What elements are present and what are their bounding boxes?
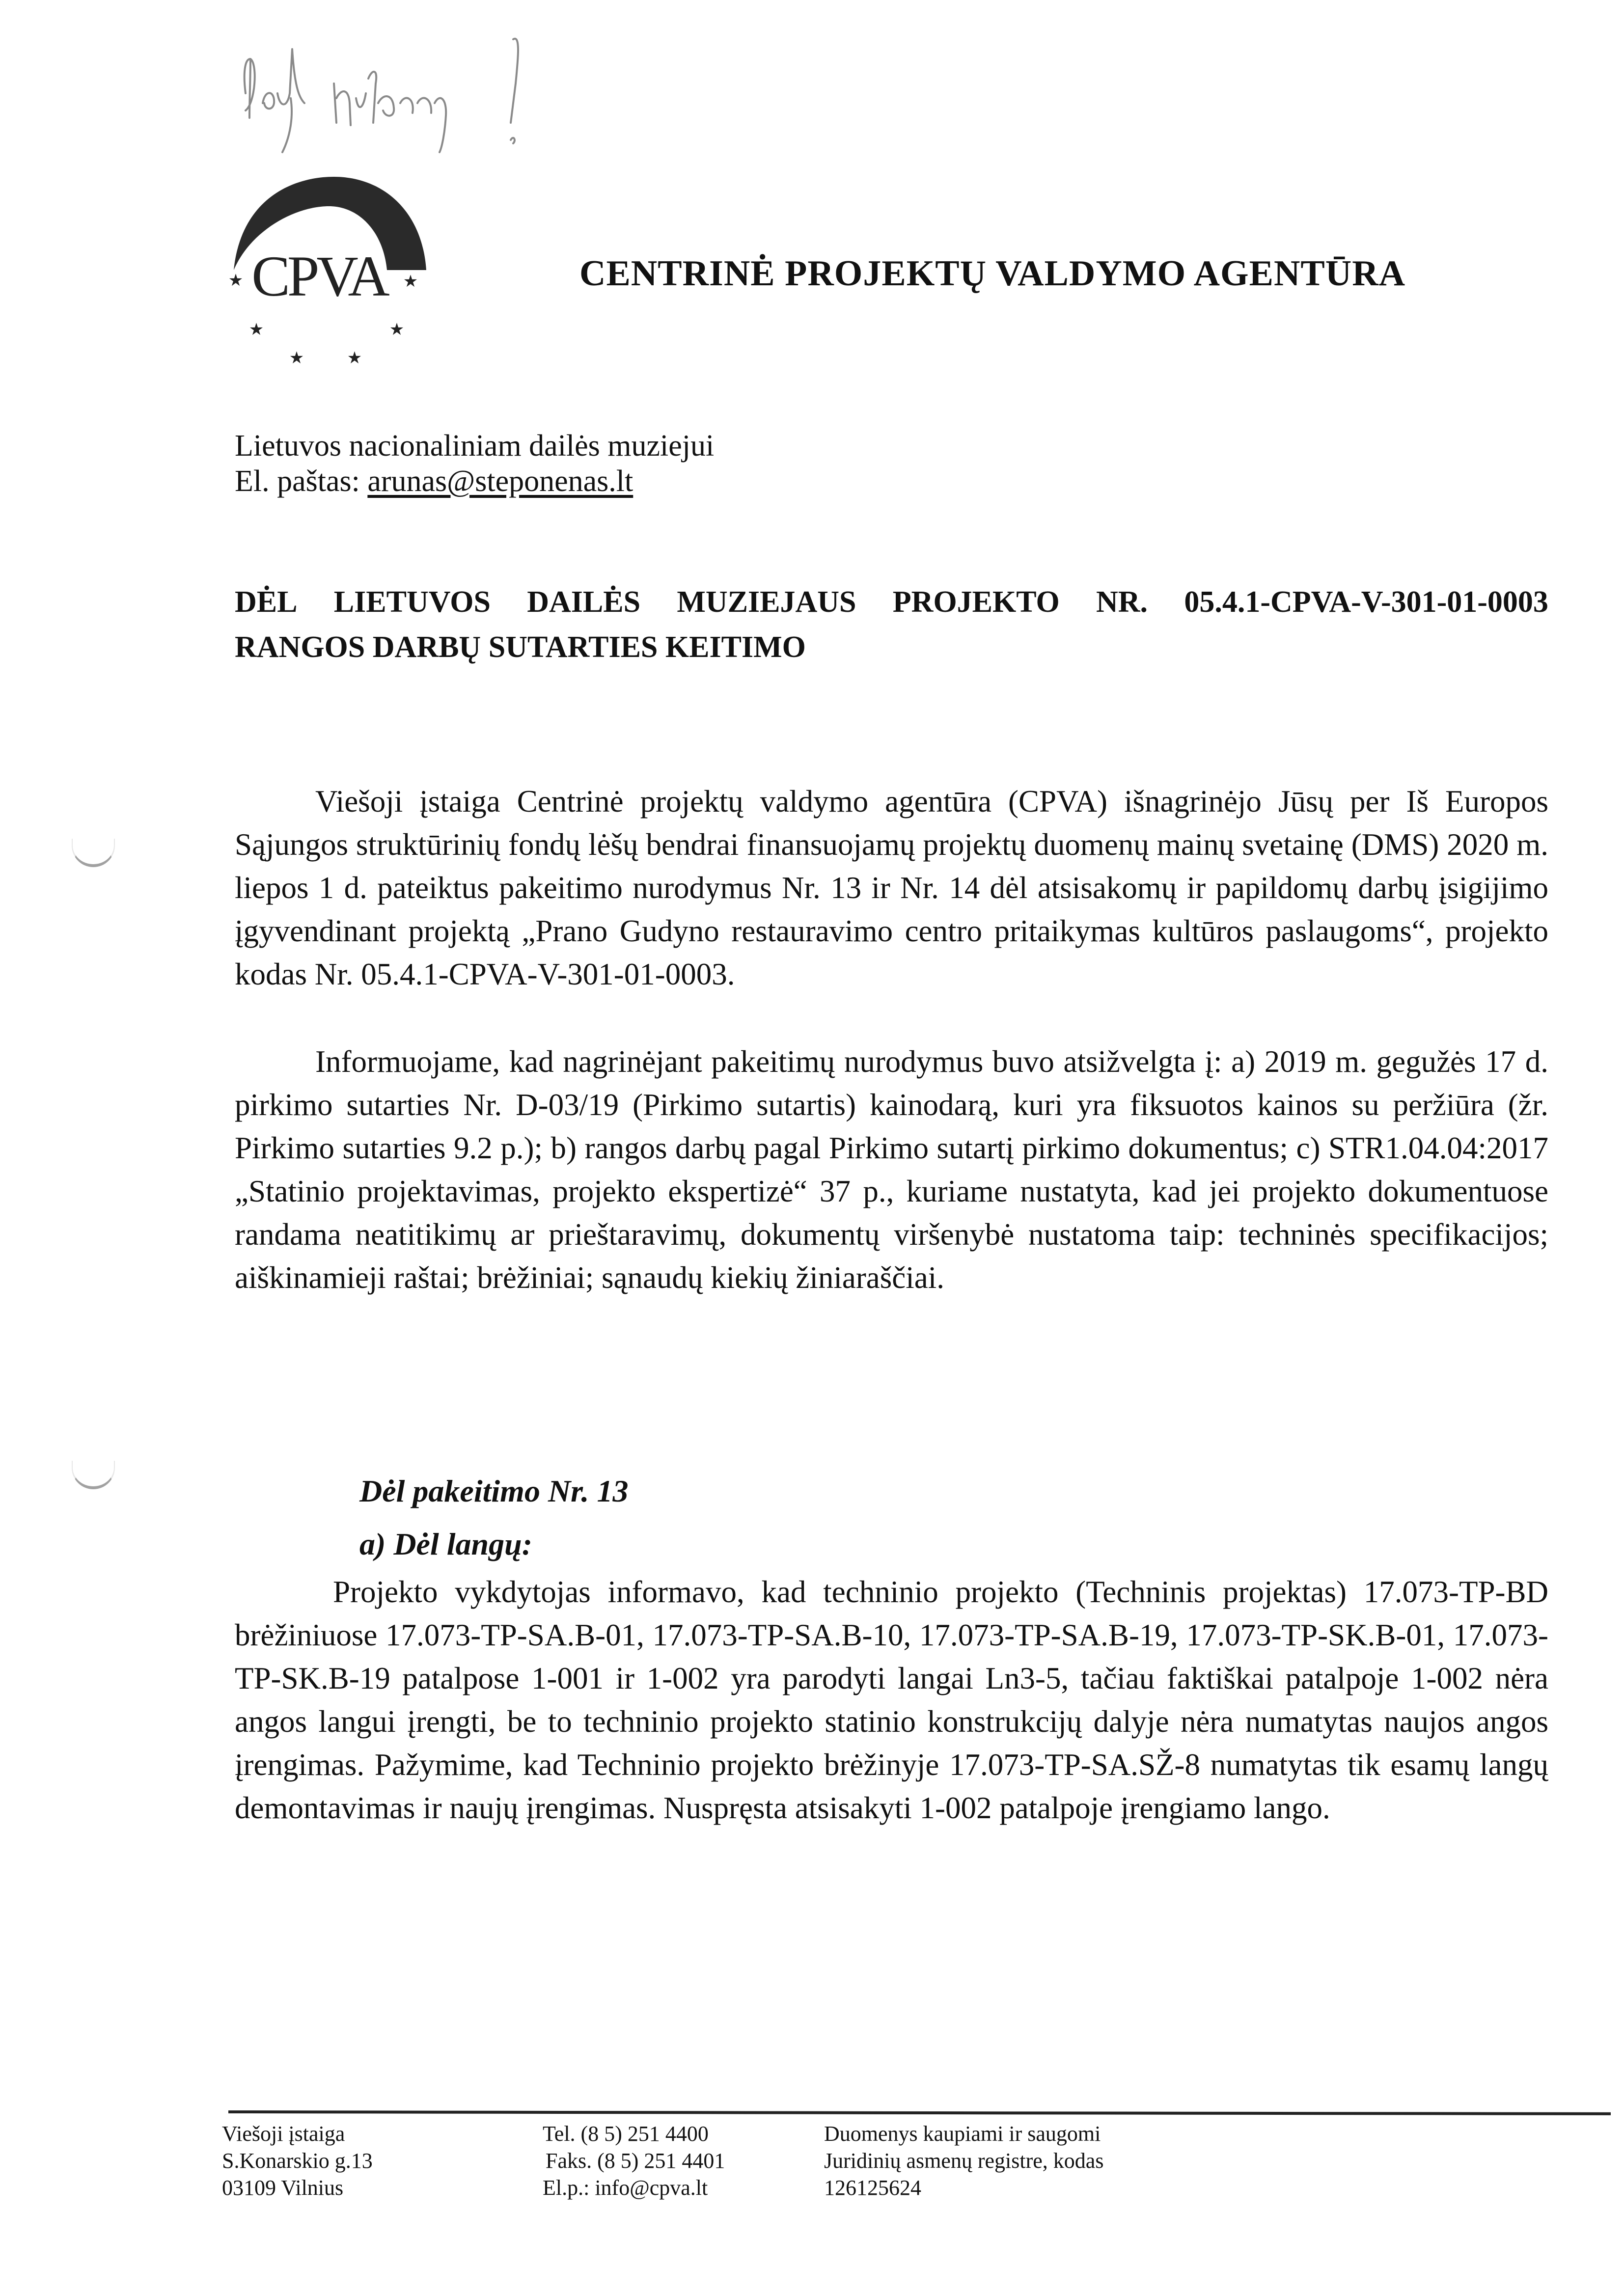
recipient-block xyxy=(235,428,714,499)
footer-fax: Faks. (8 5) 251 4401 xyxy=(546,2149,725,2173)
recipient-email-line xyxy=(235,464,714,499)
subject-word: PROJEKTO xyxy=(892,585,1060,619)
svg-text:★: ★ xyxy=(347,348,362,368)
footer-registry xyxy=(824,2120,1103,2201)
subject-project-code: 05.4.1-CPVA-V-301-01-0003 xyxy=(1184,585,1548,619)
email-label: El. paštas: xyxy=(235,465,360,498)
footer-address xyxy=(222,2120,373,2201)
svg-text:★: ★ xyxy=(389,320,405,339)
footer-email[interactable]: El.p.: info@cpva.lt xyxy=(543,2176,708,2200)
footer-line: Duomenys kaupiami ir saugomi xyxy=(824,2122,1101,2146)
svg-text:★: ★ xyxy=(289,348,304,368)
body-paragraph-2 xyxy=(235,1040,1548,1299)
footer-phone: Tel. (8 5) 251 4400 xyxy=(543,2122,709,2146)
letter-subject xyxy=(235,579,1548,670)
section-paragraph xyxy=(235,1570,1548,1830)
svg-text:★: ★ xyxy=(228,271,244,290)
svg-text:★: ★ xyxy=(403,272,418,291)
footer-line: Juridinių asmenų registre, kodas xyxy=(824,2149,1104,2173)
recipient-email-link[interactable]: arunas@steponenas.lt xyxy=(367,465,633,498)
footer-line: S.Konarskio g.13 xyxy=(222,2149,373,2173)
subject-line-1 xyxy=(235,579,1548,625)
agency-name: CENTRINĖ PROJEKTŲ VALDYMO AGENTŪRA xyxy=(579,253,1406,294)
subject-word: DĖL xyxy=(235,585,298,619)
subject-word: DAILĖS xyxy=(527,585,641,619)
subject-word: MUZIEJAUS xyxy=(677,585,856,619)
footer-contacts xyxy=(543,2120,725,2201)
body-paragraph-1 xyxy=(235,780,1548,996)
handwritten-annotation xyxy=(216,29,913,167)
section-heading: Dėl pakeitimo Nr. 13 xyxy=(359,1474,629,1508)
footer-line: 03109 Vilnius xyxy=(222,2176,344,2200)
subject-word: NR. xyxy=(1096,585,1148,619)
footer-company-code: 126125624 xyxy=(824,2176,921,2200)
svg-text:CPVA: CPVA xyxy=(251,244,387,308)
svg-text:★: ★ xyxy=(248,320,264,339)
section-subheading: a) Dėl langų: xyxy=(359,1527,532,1561)
paragraph-text: Projekto vykdytojas informavo, kad techninio projekto (Techninis projektas) 17.073-TP-BD brėžiniuose 17.073-TP-SA.B-01, 17.073-TP-SA.B-10, 17.073-TP-SA.B-19, 17.073-TP-SK.B-01, 17.073-TP-SK.B-19 patalpose 1-001 ir 1-002 yra parodyti langai Ln3-5, tačiau faktiškai patalpoje 1-002 nėra angos langui įrengti, be to techninio projekto statinio konstrukcijų dalyje nėra numatytas naujos angos įrengimas. Pažymime, kad Techninio projekto brėžinyje 17.073-TP-SA.SŽ-8 numatytas tik esamų langų demontavimas ir naujų įrengimas. Nuspręsta atsisakyti 1-002 patalpoje įrengiamo lango. xyxy=(235,1575,1548,1825)
paragraph-text: Informuojame, kad nagrinėjant pakeitimų nurodymus buvo atsižvelgta į: a) 2019 m. gegužės 17 d. pirkimo sutarties Nr. D-03/19 (Pirkimo sutartis) kainodarą, kuri yra fiksuotos kainos su peržiūra (žr. Pirkimo sutarties 9.2 p.); b) rangos darbų pagal Pirkimo sutartį pirkimo dokumentus; c) STR1.04.04:2017 „Statinio projektavimas, projekto ekspertizė“ 37 p., kuriame nustatyta, kad jei projekto dokumentuose randama neatitikimų ar prieštaravimų, dokumentų viršenybė nustatoma taip: techninės specifikacijos; aiškinamieji raštai; brėžiniai; sąnaudų kiekių žiniaraščiai. xyxy=(235,1044,1548,1295)
hole-punch-mark xyxy=(72,839,115,867)
footer-divider xyxy=(228,2110,1611,2115)
subject-line-2: RANGOS DARBŲ SUTARTIES KEITIMO xyxy=(235,630,806,664)
paragraph-text: Viešoji įstaiga Centrinė projektų valdymo agentūra (CPVA) išnagrinėjo Jūsų per Iš Europos Sąjungos struktūrinių fondų lėšų bendrai finansuojamų projektų duomenų mainų svetainę (DMS) 2020 m. liepos 1 d. pateiktus pakeitimo nurodymus Nr. 13 ir Nr. 14 dėl atsisakomų ir papildomų darbų įsigijimo įgyvendinant projektą „Prano Gudyno restauravimo centro pritaikymas kultūros paslaugoms“, projekto kodas Nr. 05.4.1-CPVA-V-301-01-0003. xyxy=(235,784,1548,991)
footer-line: Viešoji įstaiga xyxy=(222,2122,345,2146)
cpva-logo xyxy=(216,167,432,373)
hole-punch-mark xyxy=(72,1461,115,1489)
subject-word: LIETUVOS xyxy=(333,585,491,619)
recipient-name: Lietuvos nacionaliniam dailės muziejui xyxy=(235,429,715,463)
